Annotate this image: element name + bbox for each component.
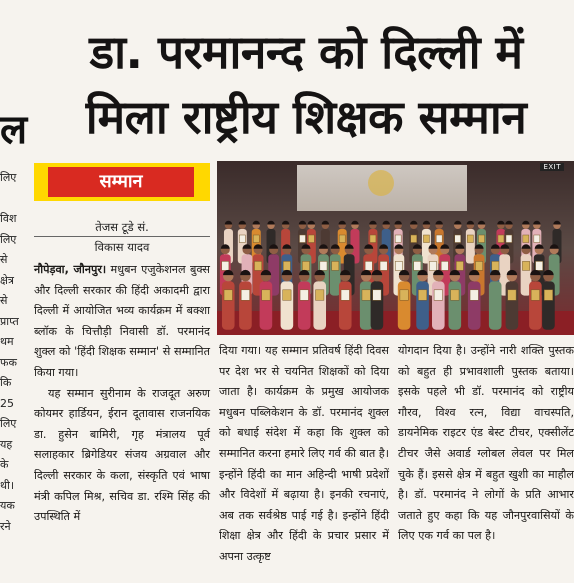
left-fragment-line bbox=[0, 189, 26, 210]
certificate bbox=[522, 261, 529, 270]
certificate bbox=[239, 235, 245, 243]
certificate bbox=[451, 290, 459, 301]
certificate bbox=[320, 261, 327, 270]
article-column-3 bbox=[398, 341, 574, 583]
left-fragment-line: विश bbox=[0, 212, 17, 225]
person-body bbox=[466, 229, 475, 264]
previous-article-column-fragment bbox=[0, 168, 26, 583]
left-fragment-line: 25 bbox=[0, 396, 14, 410]
certificate bbox=[508, 290, 516, 301]
left-fragment-line: फक bbox=[0, 355, 17, 369]
previous-article-headline-fragment: ल bbox=[0, 107, 28, 153]
left-fragment-line: क्षेत्र bbox=[0, 273, 14, 287]
headline-line-1: डा. परमानन्द को दिल्ली में bbox=[89, 25, 523, 79]
person-body bbox=[260, 281, 273, 329]
byline-agency: तेजस टूडे सं. bbox=[95, 220, 149, 234]
certificate bbox=[506, 235, 512, 243]
certificate bbox=[536, 261, 543, 270]
certificate bbox=[370, 235, 376, 243]
left-fragment-line: थम bbox=[0, 335, 14, 348]
certificate bbox=[456, 261, 463, 270]
certificate bbox=[316, 290, 324, 301]
certificate bbox=[395, 261, 402, 270]
left-fragment-line: थी। bbox=[0, 478, 15, 492]
article-paragraph-1-text: मधुबन एजुकेशनल बुक्स और दिल्ली सरकार की हिंदी अकादमी द्वारा दिल्ली में आयोजित भव्य कार्यक्रम में बक्शा ब्लॉक के चित्तौड़ी निवासी डॉ. परमानंद शुक्ल को 'हिंदी शिक्षक सम्मान' से सम्मानित किया गया। bbox=[34, 263, 210, 379]
dateline: नौपेड़वा, जौनपुर। bbox=[34, 263, 107, 276]
exit-sign: EXIT bbox=[540, 163, 564, 171]
left-fragment-line: लिए bbox=[0, 171, 17, 184]
left-fragment-line: रने bbox=[0, 519, 11, 533]
person-body bbox=[529, 281, 542, 329]
person-body bbox=[416, 281, 429, 329]
person-body bbox=[239, 281, 252, 329]
certificate bbox=[224, 290, 232, 301]
certificate bbox=[418, 290, 426, 301]
article-column-2-text: दिया गया। यह सम्मान प्रतिवर्ष हिंदी दिवस पर देश भर से चयनित शिक्षकों को दिया जाता है। कार्यक्रम के प्रमुख आयोजक मधुबन पब्लिकेशन के डॉ. परमानंद शुक्ल को बधाई संदेश में कहा कि शुक्ल को सम्मानित करना हमारे लिए गर्व की बात है। इन्होंने हिंदी का मान अहिन्दी भाषी प्रदेशों और विदेशों में बढ़ाया है। इनकी रचनाएं, अब तक सर्वश्रेष्ठ पाई गई है। इन्होंने हिंदी शिक्षा क्षेत्र और हिंदी के प्रचार प्रसार में अपना उत्कृष्ट bbox=[219, 344, 389, 563]
certificate bbox=[475, 261, 482, 270]
certificate bbox=[365, 261, 372, 270]
certificate bbox=[423, 235, 429, 243]
certificate bbox=[534, 235, 540, 243]
certificate bbox=[414, 261, 421, 270]
person-body bbox=[313, 281, 326, 329]
certificate bbox=[253, 235, 259, 243]
certificate bbox=[434, 290, 442, 301]
certificate bbox=[380, 261, 387, 270]
left-fragment-line: लिए bbox=[0, 232, 17, 246]
certificate bbox=[531, 290, 539, 301]
left-fragment-line: के bbox=[0, 458, 9, 471]
certificate bbox=[395, 235, 401, 243]
article-column-3-text: योगदान दिया है। उन्होंने नारी शक्ति पुस्तक को बहुत ही प्रभावशाली पुस्तक बताया। इसके पहले भी डॉ. परमानंद को राष्ट्रीय गौरव, विश्व रत्न, विद्या वाचस्पति, डायनेमिक राइटर एंड बेस्ट टीचर, एक्सीलेंट टीचर जैसे अवार्ड ग्लोबल लेवल पर मिल चुके हैं। इससे क्षेत्र में बहुत खुशी का माहौल है। डॉ. परमानंद ने लोगों के प्रति आभार जताते हुए कहा कि यह जौनपुरवासियों के लिए एक गर्व का पल है। bbox=[398, 344, 574, 543]
byline-author: विकास यादव bbox=[94, 240, 150, 254]
certificate bbox=[400, 290, 408, 301]
certificate bbox=[362, 290, 370, 301]
section-tag-label: सम्मान bbox=[48, 167, 194, 197]
section-tag bbox=[34, 163, 210, 201]
person-body bbox=[371, 281, 384, 329]
left-fragment-line: कि bbox=[0, 376, 12, 389]
article-column-2 bbox=[219, 341, 389, 583]
left-fragment-line: से bbox=[0, 294, 8, 307]
person-body bbox=[360, 281, 373, 329]
person-body bbox=[506, 281, 519, 329]
award-ceremony-photo bbox=[217, 161, 574, 335]
person-body bbox=[489, 281, 502, 329]
headline bbox=[38, 22, 574, 148]
headline-line-2: मिला राष्ट्रीय शिक्षक सम्मान bbox=[85, 90, 527, 144]
certificate bbox=[339, 235, 345, 243]
certificate bbox=[544, 290, 552, 301]
certificate bbox=[300, 290, 308, 301]
certificate bbox=[455, 235, 461, 243]
certificate bbox=[492, 261, 499, 270]
article-column-1 bbox=[34, 260, 210, 583]
certificate bbox=[436, 235, 442, 243]
person-body bbox=[339, 281, 352, 329]
certificate bbox=[241, 290, 249, 301]
person-body bbox=[398, 281, 411, 329]
left-fragment-line: यक bbox=[0, 499, 15, 512]
certificate bbox=[283, 261, 290, 270]
left-fragment-line: से bbox=[0, 253, 8, 266]
certificate bbox=[254, 261, 261, 270]
person-body bbox=[542, 281, 555, 329]
certificate bbox=[411, 235, 417, 243]
left-fragment-line: प्राप्त bbox=[0, 314, 19, 328]
person-body bbox=[449, 281, 462, 329]
byline-divider bbox=[34, 236, 210, 237]
certificate bbox=[523, 235, 529, 243]
certificate bbox=[332, 261, 339, 270]
certificate bbox=[283, 290, 291, 301]
certificate bbox=[341, 290, 349, 301]
certificate bbox=[479, 235, 485, 243]
certificate bbox=[498, 235, 504, 243]
certificate bbox=[308, 235, 314, 243]
left-fragment-line: लिए bbox=[0, 417, 17, 430]
person-body bbox=[222, 281, 235, 329]
certificate bbox=[222, 261, 229, 270]
group-photo-illustration bbox=[217, 161, 574, 335]
certificate bbox=[262, 290, 270, 301]
certificate bbox=[429, 261, 436, 270]
certificate bbox=[299, 235, 305, 243]
certificate bbox=[302, 261, 309, 270]
article-paragraph-1 bbox=[34, 260, 210, 384]
certificate bbox=[467, 235, 473, 243]
certificate bbox=[441, 261, 448, 270]
article-paragraph-2: यह सम्मान सुरीनाम के राजदूत अरुण कोयमर हार्डियन, ईरान दूतावास राजनयिक डा. हुसेन बामिरी, गृह मंत्रालय पूर्व सलाहकार ब्रिगेडियर संजय अग्रवाल और दिल्ली सरकार के कला, संस्कृति एवं भाषा मंत्री कपिल मिश्र, सचिव डा. रश्मि सिंह की उपस्थिति में bbox=[34, 386, 210, 524]
certificate bbox=[373, 290, 381, 301]
left-fragment-line: यह bbox=[0, 437, 13, 451]
person-body bbox=[298, 281, 311, 329]
person-body bbox=[468, 281, 481, 329]
person-body bbox=[432, 281, 445, 329]
certificate bbox=[470, 290, 478, 301]
person-body bbox=[281, 281, 294, 329]
